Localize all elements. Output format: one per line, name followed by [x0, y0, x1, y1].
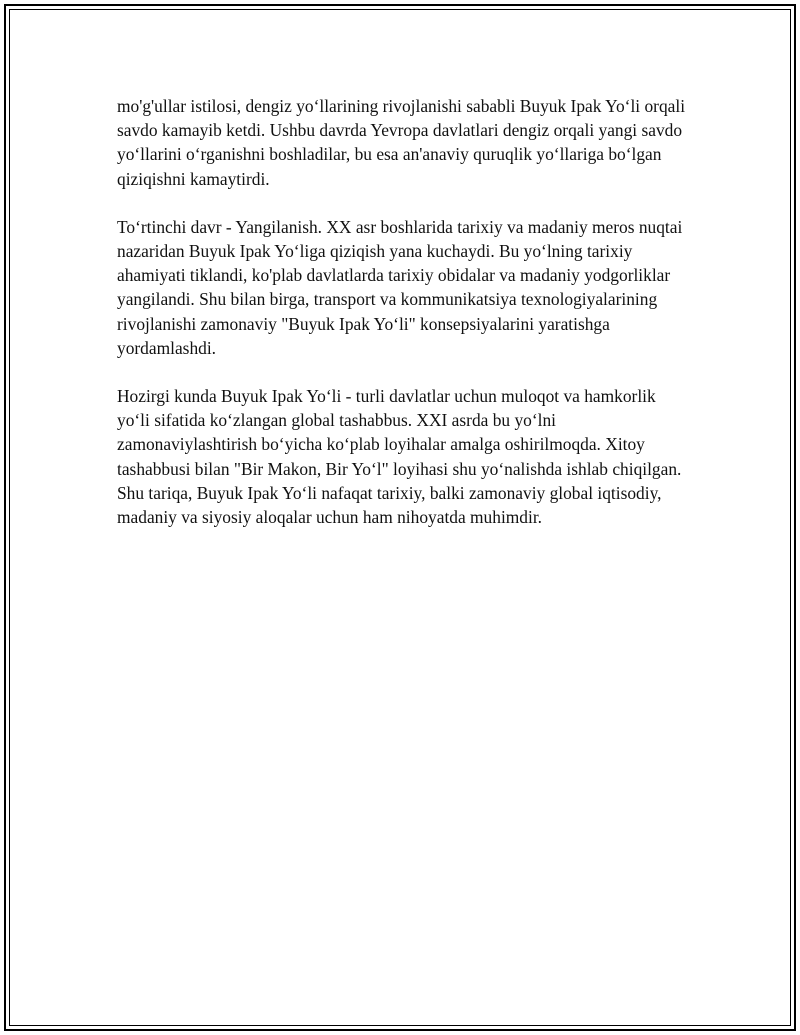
paragraph-2: To‘rtinchi davr - Yangilanish. XX asr boshlarida tarixiy va madaniy meros nuqtai nazaridan Buyuk Ipak Yo‘liga qiziqish yana kuchaydi. Bu yo‘lning tarixiy ahamiyati tiklandi, ko'plab davlatlarda tarixiy obidalar va madaniy yodgorliklar yangilandi. Shu bilan birga, transport va kommunikatsiya texnologiyalarining rivojlanishi zamonaviy "Buyuk Ipak Yo‘li" konsepsiyalarini yaratishga yordamlashdi.: [117, 216, 683, 358]
paragraph-3: Hozirgi kunda Buyuk Ipak Yo‘li - turli davlatlar uchun muloqot va hamkorlik yo‘li sifatida ko‘zlangan global tashabbus. XXI asrda bu yo‘lni zamonaviylashtirish bo‘yicha ko‘plab loyihalar amalga oshirilmoqda. Xitoy tashabbusi bilan "Bir Makon, Bir Yo‘l" loyihasi shu yo‘nalishda ishlab chiqilgan. Shu tariqa, Buyuk Ipak Yo‘li nafaqat tarixiy, balki zamonaviy global iqtisodiy, madaniy va siyosiy aloqalar uchun ham nihoyatda muhimdir.: [117, 386, 682, 528]
document-body: [117, 94, 692, 553]
paragraph-1: mo'g'ullar istilosi, dengiz yo‘llarining rivojlanishi sababli Buyuk Ipak Yo‘li orqali savdo kamayib ketdi. Ushbu davrda Yevropa davlatlari dengiz orqali yangi savdo yo‘llarini o‘rganishni boshladilar, bu esa an'anaviy quruqlik yo‘llariga bo‘lgan qiziqishni kamaytirdi.: [117, 96, 686, 189]
